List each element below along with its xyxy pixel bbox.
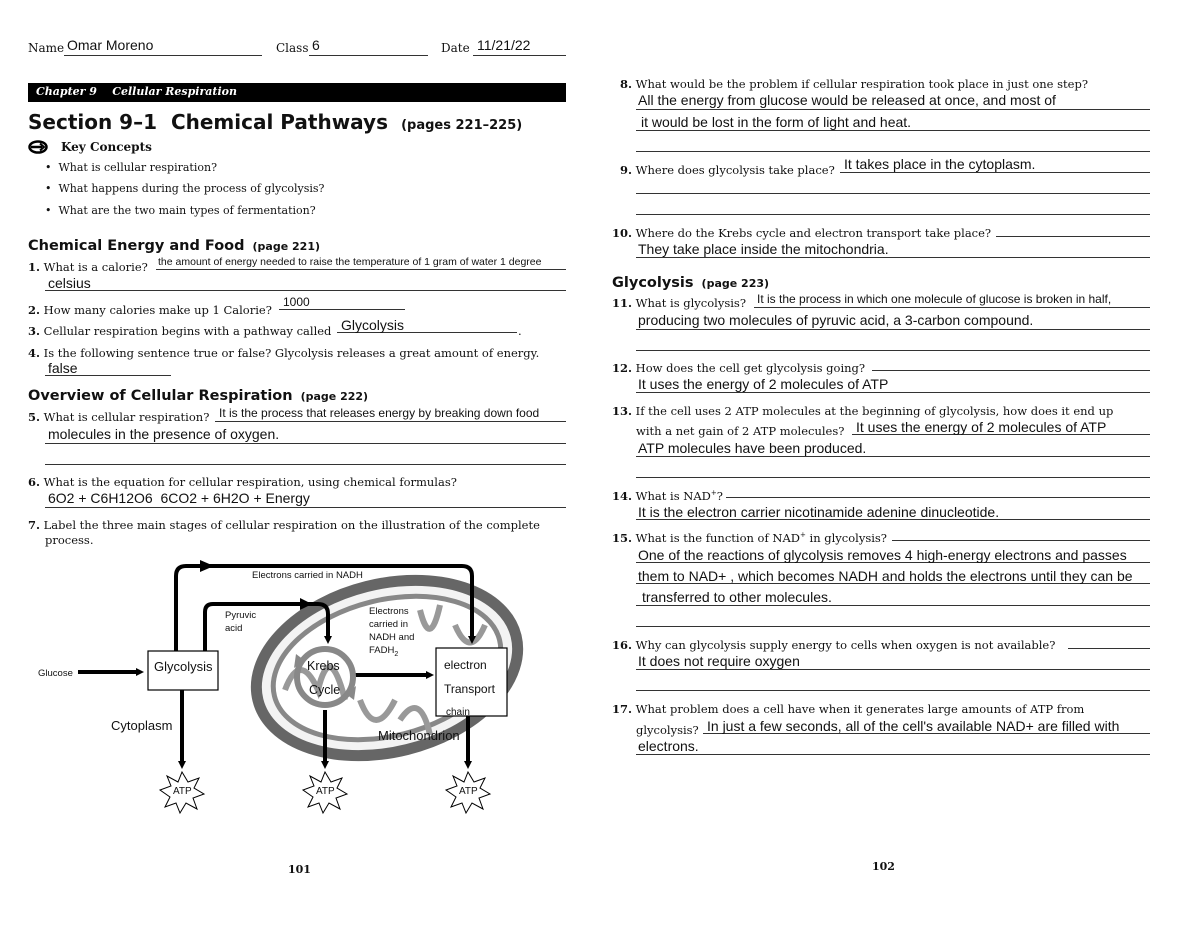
- question-3-end: .: [518, 324, 522, 338]
- question-7-cont: process.: [45, 533, 94, 547]
- key-concept-item: • What is cellular respiration?: [45, 161, 217, 174]
- page-number-right: 102: [872, 860, 895, 873]
- question-12: 12. How does the cell get glycolysis going?: [612, 361, 866, 375]
- label-glycolysis[interactable]: Glycolysis: [154, 659, 213, 674]
- question-2: 2. How many calories make up 1 Calorie?: [28, 303, 272, 317]
- question-17: 17. What problem does a cell have when it generates large amounts of ATP from: [612, 702, 1085, 716]
- answer-16[interactable]: It does not require oxygen: [638, 653, 800, 669]
- atp-label: ATP: [173, 786, 192, 797]
- question-10: 10. Where do the Krebs cycle and electron transport take place?: [612, 226, 992, 240]
- question-9: 9. Where does glycolysis take place?: [620, 163, 835, 177]
- label-mitochondrion[interactable]: Mitochondrion: [378, 728, 460, 743]
- question-1: 1. What is a calorie?: [28, 260, 148, 274]
- answer-1-cont[interactable]: celsius: [48, 275, 91, 291]
- answer-5[interactable]: It is the process that releases energy by breaking down food: [219, 406, 540, 420]
- answer-13-cont[interactable]: ATP molecules have been produced.: [638, 440, 867, 456]
- answer-17-cont[interactable]: electrons.: [638, 738, 699, 754]
- label-chain[interactable]: chain: [446, 707, 470, 718]
- name-value[interactable]: Omar Moreno: [67, 37, 154, 53]
- heading-overview: Overview of Cellular Respiration (page 222): [28, 388, 369, 404]
- section-title-text: Section 9–1 Chemical Pathways: [28, 110, 388, 134]
- question-13-cont: with a net gain of 2 ATP molecules?: [636, 424, 845, 438]
- answer-12[interactable]: It uses the energy of 2 molecules of ATP: [638, 376, 889, 392]
- answer-11-cont[interactable]: producing two molecules of pyruvic acid, a 3-carbon compound.: [638, 312, 1034, 328]
- answer-6[interactable]: 6O2 + C6H12O6 6CO2 + 6H2O + Energy: [48, 490, 310, 506]
- answer-15-cont2[interactable]: transferred to other molecules.: [642, 589, 832, 605]
- answer-15[interactable]: One of the reactions of glycolysis removes 4 high-energy electrons and passes: [638, 547, 1127, 563]
- answer-5-cont[interactable]: molecules in the presence of oxygen.: [48, 426, 280, 442]
- question-13: 13. If the cell uses 2 ATP molecules at the beginning of glycolysis, how does it end up: [612, 404, 1114, 418]
- question-16: 16. Why can glycolysis supply energy to cells when oxygen is not available?: [612, 638, 1056, 652]
- date-label: Date: [441, 41, 470, 55]
- answer-1[interactable]: the amount of energy needed to raise the temperature of 1 gram of water 1 degree: [158, 256, 542, 268]
- answer-8[interactable]: All the energy from glucose would be released at once, and most of: [638, 92, 1056, 108]
- answer-11[interactable]: It is the process in which one molecule of glucose is broken in half,: [757, 292, 1112, 306]
- answer-2[interactable]: 1000: [283, 295, 310, 309]
- key-concept-item: • What happens during the process of glycolysis?: [45, 182, 325, 195]
- question-11: 11. What is glycolysis?: [612, 296, 746, 310]
- atp-label: ATP: [316, 786, 335, 797]
- atp-label: ATP: [459, 786, 478, 797]
- name-label: Name: [28, 41, 65, 55]
- answer-10[interactable]: They take place inside the mitochondria.: [638, 241, 889, 257]
- question-4: 4. Is the following sentence true or false? Glycolysis releases a great amount of energy.: [28, 346, 540, 360]
- key-concept-item: • What are the two main types of fermentation?: [45, 204, 316, 217]
- heading-glycolysis: Glycolysis (page 223): [612, 275, 770, 291]
- label-cycle[interactable]: Cycle: [309, 683, 341, 697]
- section-pages: (pages 221–225): [401, 118, 523, 133]
- heading-chemical-energy: Chemical Energy and Food (page 221): [28, 238, 321, 254]
- label-electrons-nadh: Electrons carried in NADH: [252, 570, 363, 581]
- key-concepts-title: Key Concepts: [61, 140, 152, 154]
- class-label: Class: [276, 41, 309, 55]
- question-14: 14. What is NAD+?: [612, 489, 723, 503]
- question-5: 5. What is cellular respiration?: [28, 410, 210, 424]
- answer-14[interactable]: It is the electron carrier nicotinamide adenine dinucleotide.: [638, 504, 1000, 520]
- answer-4[interactable]: false: [48, 360, 78, 376]
- question-8: 8. What would be the problem if cellular respiration took place in just one step?: [620, 77, 1088, 91]
- question-3: 3. Cellular respiration begins with a pathway called: [28, 324, 332, 338]
- answer-13[interactable]: It uses the energy of 2 molecules of ATP: [856, 419, 1107, 435]
- label-electron[interactable]: electron: [444, 658, 487, 672]
- label-electrons-nadh-fadh: Electrons carried in NADH and $FADH_2$: [369, 606, 415, 658]
- class-value[interactable]: 6: [312, 37, 320, 53]
- question-17-cont: glycolysis?: [636, 723, 699, 737]
- answer-3[interactable]: Glycolysis: [341, 317, 405, 333]
- label-glucose: Glucose: [38, 668, 73, 679]
- label-krebs[interactable]: Krebs: [307, 659, 340, 673]
- answer-9[interactable]: It takes place in the cytoplasm.: [844, 156, 1036, 172]
- answer-17[interactable]: In just a few seconds, all of the cell's available NAD+ are filled with: [707, 718, 1120, 734]
- label-cytoplasm[interactable]: Cytoplasm: [111, 718, 173, 733]
- question-7: 7. Label the three main stages of cellular respiration on the illustration of the complete: [28, 518, 540, 532]
- date-value[interactable]: 11/21/22: [477, 37, 531, 53]
- answer-8-cont[interactable]: it would be lost in the form of light and heat.: [641, 114, 912, 130]
- answer-15-cont[interactable]: them to NAD+ , which becomes NADH and holds the electrons until they can be: [638, 568, 1133, 584]
- question-15: 15. What is the function of NAD+ in glycolysis?: [612, 531, 887, 545]
- label-pyruvic-acid: Pyruvic acid: [225, 610, 257, 634]
- page-number-left: 101: [288, 863, 311, 876]
- question-6: 6. What is the equation for cellular respiration, using chemical formulas?: [28, 475, 457, 489]
- label-transport[interactable]: Transport: [444, 682, 495, 696]
- chapter-bar-text: Chapter 9 Cellular Respiration: [36, 85, 238, 98]
